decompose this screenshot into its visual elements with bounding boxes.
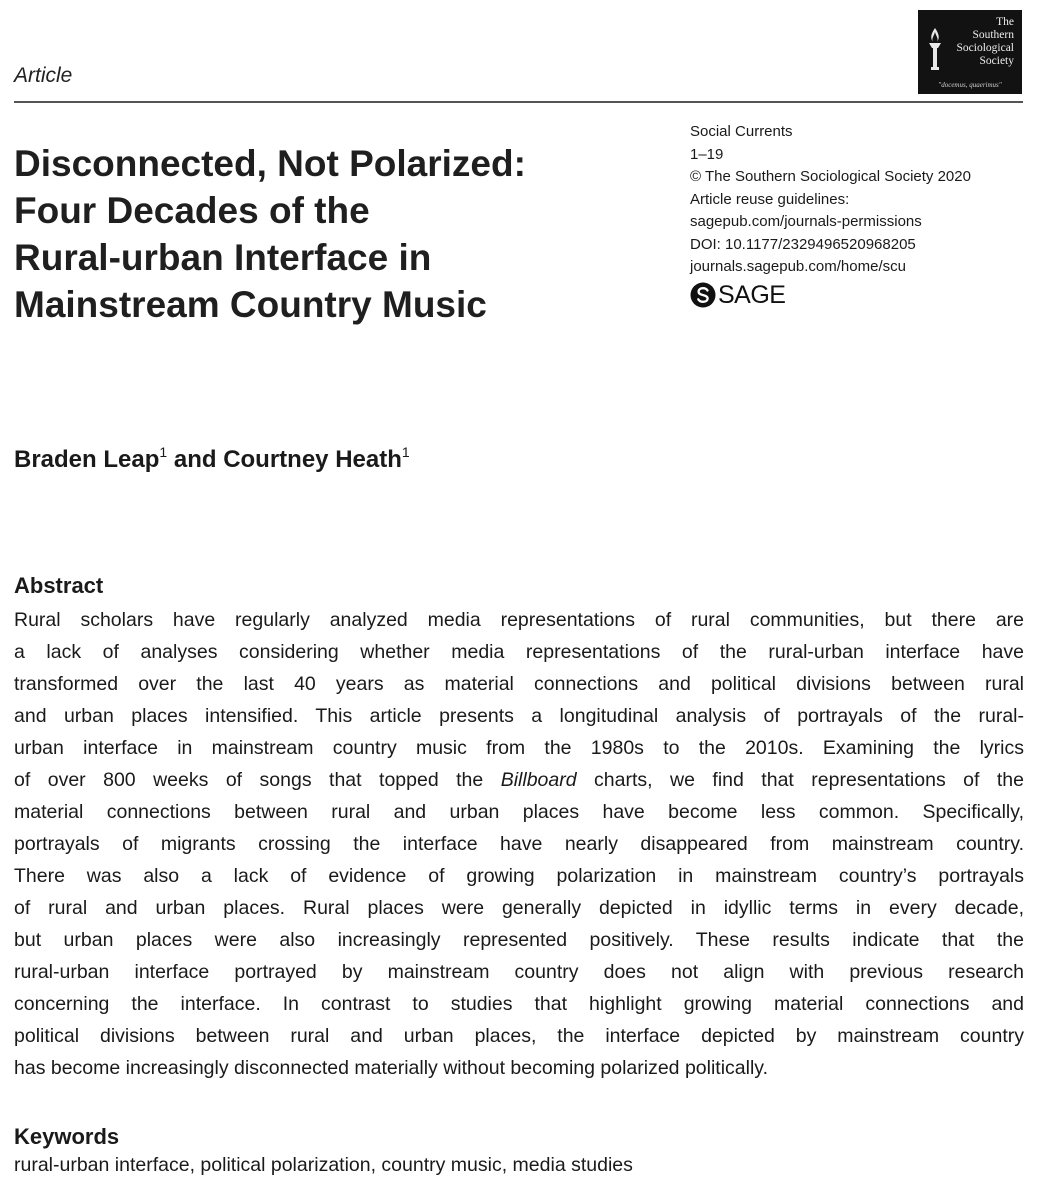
header-rule [14,101,1023,103]
abstract-heading: Abstract [14,573,104,598]
abstract-line: has become increasingly disconnected materially without becoming polarized politically. [14,1057,769,1079]
author-conjunction: and [167,446,224,473]
keywords-list: rural-urban interface, political polarization, country music, media studies [14,1154,633,1176]
abstract-line: rural-urban interface portrayed by mainstream country does not align with previous research [14,961,1024,983]
abstract-line: political divisions between rural and urban places, the interface depicted by mainstream country [14,1025,1024,1047]
sage-logo [690,281,785,309]
abstract-line: a lack of analyses considering whether media representations of the rural-urban interface have [14,641,1024,663]
copyright-line: © The Southern Sociological Society 2020 [690,168,971,185]
article-type-label: Article [14,64,73,87]
abstract-text-run: of over 800 weeks of songs that topped the [14,769,501,791]
abstract-line: There was also a lack of evidence of growing polarization in mainstream country’s portrayals [14,865,1024,887]
journal-info [690,121,971,279]
author-name: Braden Leap [14,446,160,473]
reuse-guidelines: Article reuse guidelines: [690,190,850,208]
abstract-line: Rural scholars have regularly analyzed media representations of rural communities, but there are [14,609,1024,631]
abstract-line: but urban places were also increasingly represented positively. These results indicate that the [14,929,1024,951]
affiliation-marker: 1 [401,444,410,460]
author-line [14,444,410,474]
doi-line[interactable]: DOI: 10.1177/2329496520968205 [690,235,916,253]
abstract-line: portrayals of migrants crossing the interface have nearly disappeared from mainstream country. [14,833,1024,855]
abstract-line: urban interface in mainstream country music from the 1980s to the 2010s. Examining the lyrics [14,737,1024,759]
abstract-line [14,764,1024,796]
permissions-link[interactable]: sagepub.com/journals-permissions [690,213,922,230]
article-title: Disconnected, Not Polarized: Four Decades of the Rural-urban Interface in Mainstream Country Music [14,143,526,325]
journal-name: Social Currents [690,123,793,140]
publisher-name: SAGE [718,281,786,309]
society-logo [918,10,1022,94]
society-motto: "docemus, quaerimus" [938,81,1002,89]
abstract-text [14,604,1024,1084]
abstract-text-run: charts, we find that representations of the [576,769,1024,791]
affiliation-marker: 1 [159,444,168,460]
torch-icon [925,26,945,72]
author-name: Courtney Heath [223,446,402,473]
page-range: 1–19 [690,145,724,163]
billboard-italic: Billboard [500,769,577,791]
abstract-line: of rural and urban places. Rural places were generally depicted in idyllic terms in every decade, [14,897,1024,919]
society-name: The Southern Sociological Society [956,16,1014,67]
abstract-line: transformed over the last 40 years as material connections and political divisions between rural [14,673,1024,695]
keywords-heading: Keywords [14,1124,120,1149]
journal-homepage-link[interactable]: journals.sagepub.com/home/scu [690,258,906,275]
abstract-line: concerning the interface. In contrast to studies that highlight growing material connections and [14,993,1024,1015]
abstract-line: material connections between rural and urban places have become less common. Specifically, [14,801,1024,823]
sage-s-icon [690,282,716,308]
abstract-line: and urban places intensified. This article presents a longitudinal analysis of portrayals of the rural- [14,705,1024,727]
